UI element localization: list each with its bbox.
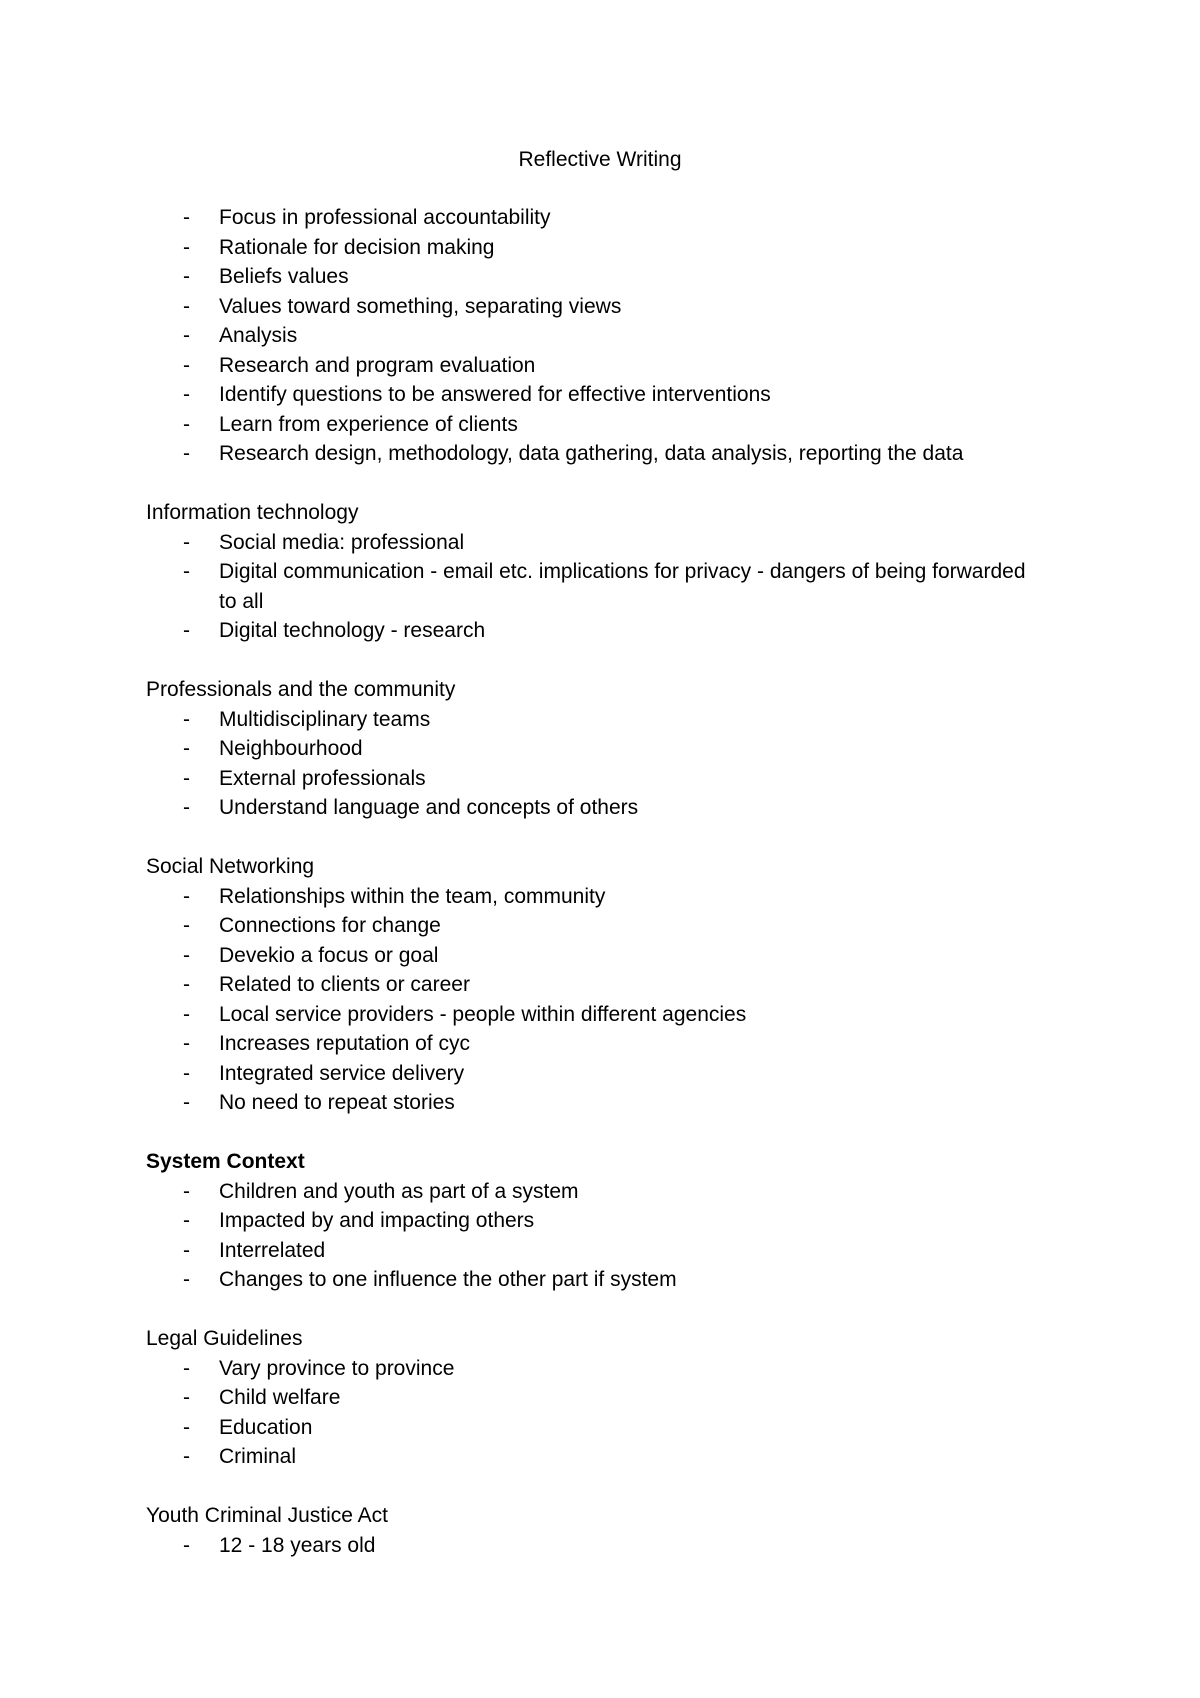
list-item-text: Devekio a focus or goal	[219, 943, 439, 967]
list-item	[146, 1383, 1046, 1413]
list-item-text: Relationships within the team, community	[219, 884, 606, 908]
section	[146, 498, 1046, 646]
list-item-text: Values toward something, separating views	[219, 294, 622, 318]
dash-bullet-icon: -	[183, 442, 190, 465]
dash-bullet-icon: -	[183, 619, 190, 642]
list-item-text: Increases reputation of cyc	[219, 1032, 470, 1055]
list-item-text: Education	[219, 1415, 313, 1439]
dash-bullet-icon: -	[183, 265, 190, 288]
list-item	[146, 1531, 1046, 1561]
dash-bullet-icon: -	[183, 796, 190, 819]
list-item	[146, 1442, 1046, 1472]
dash-bullet-icon: -	[183, 383, 190, 406]
list-item-text: Understand language and concepts of others	[219, 796, 639, 819]
list-item	[146, 1413, 1046, 1443]
section	[146, 203, 1046, 469]
list-item	[146, 321, 1046, 351]
section-heading: Professionals and the community	[146, 678, 456, 701]
list-item-text: Vary province to province	[219, 1356, 455, 1380]
bullet-list	[146, 1354, 1046, 1472]
dash-bullet-icon: -	[183, 943, 190, 967]
list-item-text: 12 - 18 years old	[219, 1533, 376, 1557]
dash-bullet-icon: -	[183, 1002, 190, 1026]
list-item	[146, 380, 1046, 410]
list-item-text: Analysis	[219, 324, 298, 347]
list-item-text: Beliefs values	[219, 265, 349, 288]
list-item-text: Integrated service delivery	[219, 1061, 465, 1085]
dash-bullet-icon: -	[183, 707, 190, 731]
list-item	[146, 1354, 1046, 1384]
list-item-text: Children and youth as part of a system	[219, 1179, 579, 1203]
list-item	[146, 439, 1046, 469]
document-body	[146, 203, 1046, 1560]
list-item-text: Research and program evaluation	[219, 353, 536, 377]
dash-bullet-icon: -	[183, 530, 190, 554]
list-item	[146, 1000, 1046, 1030]
list-item	[146, 1177, 1046, 1207]
list-item-text: Connections for change	[219, 914, 441, 937]
list-item-text: Digital technology - research	[219, 619, 486, 642]
list-item-text: Learn from experience of clients	[219, 412, 518, 436]
list-item	[146, 911, 1046, 941]
list-item	[146, 1236, 1046, 1266]
list-item	[146, 233, 1046, 263]
dash-bullet-icon: -	[183, 294, 190, 318]
section	[146, 1324, 1046, 1472]
list-item	[146, 1029, 1046, 1059]
dash-bullet-icon: -	[183, 235, 190, 259]
section-heading: Information technology	[146, 501, 359, 524]
dash-bullet-icon: -	[183, 766, 190, 790]
list-item	[146, 764, 1046, 794]
list-item	[146, 970, 1046, 1000]
section-heading: Legal Guidelines	[146, 1327, 303, 1350]
list-item	[146, 351, 1046, 381]
dash-bullet-icon: -	[183, 884, 190, 908]
section	[146, 852, 1046, 1118]
list-item	[146, 1059, 1046, 1089]
list-item	[146, 941, 1046, 971]
list-item-text: Neighbourhood	[219, 737, 363, 760]
list-item-text: Local service providers - people within different agencies	[219, 1002, 747, 1026]
bullet-list	[146, 528, 1046, 646]
list-item	[146, 1206, 1046, 1236]
dash-bullet-icon: -	[183, 206, 190, 229]
list-item-text: Criminal	[219, 1445, 297, 1468]
section	[146, 1147, 1046, 1295]
list-item	[146, 557, 1046, 616]
section-heading: Social Networking	[146, 855, 315, 878]
list-item-text: Social media: professional	[219, 530, 465, 554]
list-item	[146, 734, 1046, 764]
dash-bullet-icon: -	[183, 973, 190, 996]
section	[146, 1501, 1046, 1560]
dash-bullet-icon: -	[183, 1356, 190, 1380]
section-heading: System Context	[146, 1150, 305, 1173]
list-item-text: Interrelated	[219, 1238, 326, 1262]
list-item	[146, 410, 1046, 440]
list-item-text: Changes to one influence the other part if system	[219, 1268, 677, 1291]
document-title: Reflective Writing	[518, 148, 682, 171]
dash-bullet-icon: -	[183, 1386, 190, 1409]
list-item-text: Rationale for decision making	[219, 235, 495, 259]
list-item-text: Research design, methodology, data gathering, data analysis, reporting the data	[219, 442, 964, 465]
dash-bullet-icon: -	[183, 412, 190, 436]
dash-bullet-icon: -	[183, 1445, 190, 1468]
section	[146, 675, 1046, 823]
list-item	[146, 793, 1046, 823]
dash-bullet-icon: -	[183, 324, 190, 347]
list-item-text: Child welfare	[219, 1386, 341, 1409]
dash-bullet-icon: -	[183, 737, 190, 760]
dash-bullet-icon: -	[183, 1091, 190, 1114]
dash-bullet-icon: -	[183, 1238, 190, 1262]
dash-bullet-icon: -	[183, 560, 190, 583]
dash-bullet-icon: -	[183, 1179, 190, 1203]
dash-bullet-icon: -	[183, 1061, 190, 1085]
list-item	[146, 1088, 1046, 1118]
list-item	[146, 882, 1046, 912]
list-item	[146, 705, 1046, 735]
list-item-text: Focus in professional accountability	[219, 206, 551, 229]
list-item	[146, 1265, 1046, 1295]
list-item-text: Multidisciplinary teams	[219, 707, 431, 731]
bullet-list	[146, 1177, 1046, 1295]
dash-bullet-icon: -	[183, 1533, 190, 1557]
dash-bullet-icon: -	[183, 1032, 190, 1055]
list-item	[146, 262, 1046, 292]
list-item	[146, 292, 1046, 322]
list-item-text: No need to repeat stories	[219, 1091, 455, 1114]
list-item	[146, 528, 1046, 558]
list-item-text: External professionals	[219, 766, 426, 790]
dash-bullet-icon: -	[183, 1268, 190, 1291]
list-item	[146, 616, 1046, 646]
bullet-list	[146, 705, 1046, 823]
list-item-text: Identify questions to be answered for effective interventions	[219, 383, 771, 406]
section-heading: Youth Criminal Justice Act	[146, 1504, 389, 1527]
dash-bullet-icon: -	[183, 1209, 190, 1232]
list-item-text: Digital communication - email etc. implications for privacy - dangers of being forwarded to all	[219, 560, 1026, 613]
list-item-text: Related to clients or career	[219, 973, 470, 996]
dash-bullet-icon: -	[183, 914, 190, 937]
bullet-list	[146, 1531, 1046, 1561]
dash-bullet-icon: -	[183, 353, 190, 377]
bullet-list	[146, 203, 1046, 469]
list-item-text: Impacted by and impacting others	[219, 1209, 535, 1232]
dash-bullet-icon: -	[183, 1415, 190, 1439]
list-item	[146, 203, 1046, 233]
bullet-list	[146, 882, 1046, 1118]
